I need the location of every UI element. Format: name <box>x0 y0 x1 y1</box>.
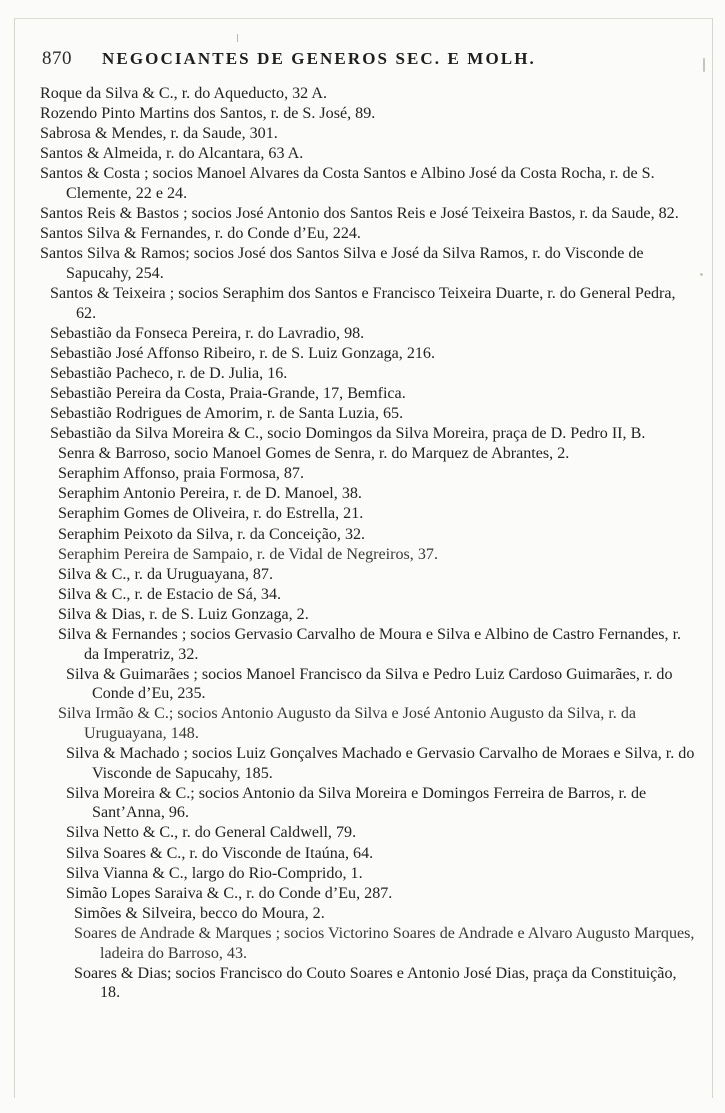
page-edge-left <box>14 18 15 1098</box>
directory-entry: Santos & Teixeira ; socios Seraphim dos Santos e Francisco Teixeira Duarte, r. do General Pedra, 62. <box>50 284 676 322</box>
directory-entry: Silva Netto & C., r. do General Caldwell, 79. <box>66 824 357 842</box>
directory-entry: Soares & Dias; socios Francisco do Couto Soares e Antonio José Dias, praça da Constituição, 18. <box>74 964 677 1002</box>
directory-entry: Silva Moreira & C.; socios Antonio da Silva Moreira e Domingos Ferreira de Barros, r. de Sant’Anna, 96. <box>66 784 647 822</box>
directory-entry: Silva & Guimarães ; socios Manoel Francisco da Silva e Pedro Luiz Cardoso Guimarães, r. do Conde d’Eu, 235. <box>66 665 673 703</box>
page-edge-top <box>14 18 712 19</box>
scan-speck <box>700 273 703 276</box>
directory-entry: Seraphim Pereira de Sampaio, r. de Vidal de Negreiros, 37. <box>58 545 438 563</box>
directory-entry: Silva & Fernandes ; socios Gervasio Carvalho de Moura e Silva e Albino de Castro Fernandes, r. da Imperatriz, 32. <box>58 626 682 663</box>
directory-entry-list <box>40 84 695 1003</box>
directory-entry: Senra & Barroso, socio Manoel Gomes de Senra, r. do Marquez de Abrantes, 2. <box>58 445 570 463</box>
directory-entry: Silva & Dias, r. de S. Luiz Gonzaga, 2. <box>58 605 309 623</box>
scan-speck <box>703 58 705 72</box>
directory-entry: Sebastião da Silva Moreira & C., socio Domingos da Silva Moreira, praça de D. Pedro II, B. <box>50 425 646 443</box>
directory-entry: Simão Lopes Saraiva & C., r. do Conde d’Eu, 287. <box>66 884 393 902</box>
directory-entry: Roque da Silva & C., r. do Aqueducto, 32 A. <box>40 85 327 102</box>
directory-entry: Seraphim Affonso, praia Formosa, 87. <box>58 465 304 483</box>
directory-entry: Santos & Almeida, r. do Alcantara, 63 A. <box>40 145 304 163</box>
directory-entry: Sebastião da Fonseca Pereira, r. do Lavradio, 98. <box>50 324 365 342</box>
directory-entry: Sebastião Rodrigues de Amorim, r. de Santa Luzia, 65. <box>50 405 404 422</box>
directory-entry: Santos Reis & Bastos ; socios José Antonio dos Santos Reis e José Teixeira Bastos, r. da Saude, 82. <box>40 205 679 223</box>
directory-entry: Sebastião Pereira da Costa, Praia-Grande, 17, Bemfica. <box>50 384 406 402</box>
directory-entry: Silva Soares & C., r. do Visconde de Itaúna, 64. <box>66 844 374 862</box>
directory-entry: Seraphim Gomes de Oliveira, r. do Estrella, 21. <box>58 505 364 523</box>
directory-entry: Silva & C., r. da Uruguayana, 87. <box>58 565 273 583</box>
directory-entry: Silva Irmão & C.; socios Antonio Augusto da Silva e José Antonio Augusto da Silva, r. da Uruguayana, 148. <box>58 705 637 742</box>
page-edge-right <box>712 18 713 1098</box>
directory-entry: Simões & Silveira, becco do Moura, 2. <box>74 904 325 922</box>
page-header <box>40 48 695 70</box>
directory-entry: Sabrosa & Mendes, r. da Saude, 301. <box>40 125 278 143</box>
page-tick-mark <box>237 34 238 42</box>
page-number: 870 <box>42 48 72 69</box>
page-content <box>40 48 695 1003</box>
directory-entry: Silva & C., r. de Estacio de Sá, 34. <box>58 585 282 603</box>
directory-entry: Silva Vianna & C., largo do Rio-Comprido, 1. <box>66 864 363 882</box>
directory-entry: Seraphim Antonio Pereira, r. de D. Manoel, 38. <box>58 485 362 503</box>
running-head: NEGOCIANTES DE GENEROS SEC. E MOLH. <box>102 49 536 68</box>
directory-entry: Silva & Machado ; socios Luiz Gonçalves Machado e Gervasio Carvalho de Moraes e Silva, r. do Visconde de Sapucahy, 185. <box>66 745 695 782</box>
directory-entry: Santos Silva & Ramos; socios José dos Santos Silva e José da Silva Ramos, r. do Visconde de Sapucahy, 254. <box>40 245 644 282</box>
directory-entry: Rozendo Pinto Martins dos Santos, r. de S. José, 89. <box>40 105 376 123</box>
directory-entry: Santos Silva & Fernandes, r. do Conde d’Eu, 224. <box>40 225 361 243</box>
directory-entry: Soares de Andrade & Marques ; socios Victorino Soares de Andrade e Alvaro Augusto Marques, ladeira do Barroso, 43. <box>74 924 695 962</box>
directory-entry: Sebastião Pacheco, r. de D. Julia, 16. <box>50 364 288 382</box>
directory-entry: Seraphim Peixoto da Silva, r. da Conceição, 32. <box>58 525 366 543</box>
directory-entry: Sebastião José Affonso Ribeiro, r. de S. Luiz Gonzaga, 216. <box>50 344 435 362</box>
directory-entry: Santos & Costa ; socios Manoel Alvares da Costa Santos e Albino José da Costa Rocha, r. de S. Clemente, 22 e 24. <box>40 165 655 202</box>
